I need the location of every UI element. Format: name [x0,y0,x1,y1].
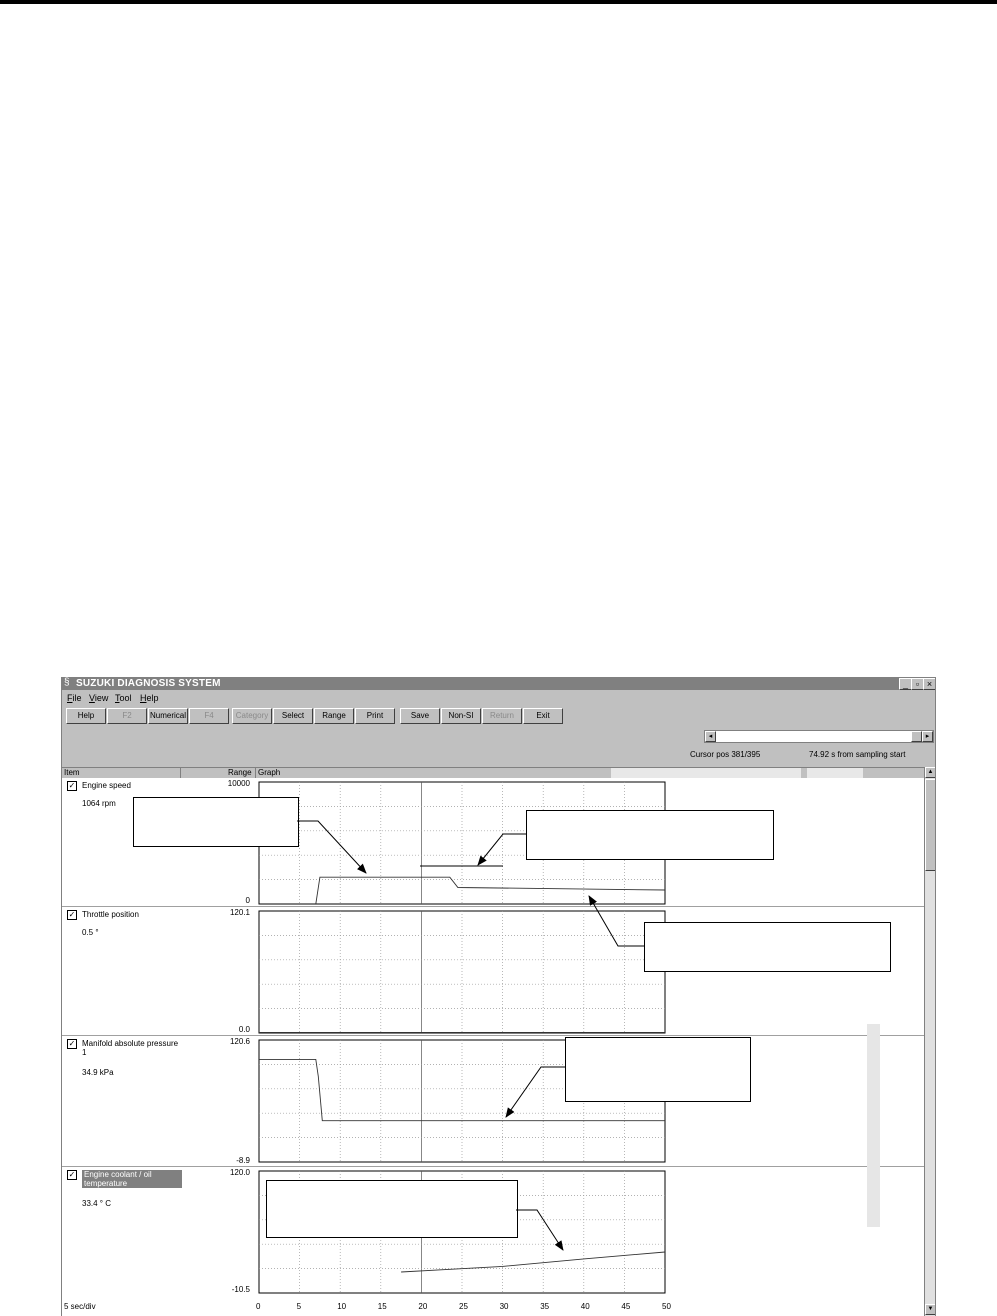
page-top-rule [0,0,997,4]
x-tick-label: 20 [418,1302,428,1311]
callout-box-3 [644,922,891,972]
numerical-button[interactable]: Numerical [148,708,188,724]
graph-throttle-position[interactable] [257,909,669,1035]
item-value: 1064 rpm [82,799,116,808]
minimize-button[interactable]: _ [899,678,912,690]
range-min: 0.0 [238,1025,250,1034]
f2-button[interactable]: F2 [107,708,147,724]
menu-bar [62,691,935,705]
menu-tool[interactable]: Tool [115,693,132,703]
header-blank-1 [611,768,801,778]
time-from-start: 74.92 s from sampling start [809,750,906,759]
item-value: 0.5 ° [82,928,99,937]
time-scale: 5 sec/div [64,1302,96,1311]
header-range[interactable]: Range [228,768,252,777]
return-button[interactable]: Return [482,708,522,724]
callout-box-5 [266,1180,518,1238]
checkbox-manifold-pressure[interactable]: ✓ [68,1039,76,1048]
checkbox-coolant-temperature[interactable]: ✓ [68,1170,76,1179]
item-value: 34.9 kPa [82,1068,114,1077]
help-button[interactable]: Help [66,708,106,724]
item-name: Throttle position [82,910,139,919]
x-tick-label: 0 [256,1302,261,1311]
x-tick-label: 40 [580,1302,590,1311]
scroll-right-icon[interactable]: ▸ [922,731,933,742]
range-max: 120.1 [229,908,250,917]
checkbox-engine-speed[interactable]: ✓ [68,781,76,790]
range-min: -8.9 [236,1156,250,1165]
x-tick-label: 10 [337,1302,347,1311]
scroll-up-icon[interactable]: ▲ [925,767,936,778]
scroll-thumb[interactable] [911,731,922,742]
header-graph[interactable]: Graph [258,768,281,777]
restore-button[interactable]: ▫ [911,678,924,690]
item-name: Engine coolant / oil temperature [82,1170,182,1188]
x-tick-label: 45 [621,1302,631,1311]
toolbar [62,706,935,725]
header-blank-2 [807,768,863,778]
item-name: Engine speed [82,781,131,790]
scroll-left-icon[interactable]: ◂ [705,731,716,742]
x-tick-label: 25 [459,1302,468,1311]
time-axis-bar [62,1296,924,1316]
side-strip [867,1024,880,1227]
vertical-scroll-thumb[interactable] [925,779,936,871]
range-max: 10000 [227,779,250,788]
x-tick-label: 30 [499,1302,509,1311]
cursor-position: Cursor pos 381/395 [690,750,761,759]
checkbox-throttle-position[interactable]: ✓ [68,910,76,919]
menu-file[interactable]: File [67,693,82,703]
x-tick-label: 35 [540,1302,550,1311]
close-button[interactable]: × [923,678,936,690]
item-value: 33.4 ° C [82,1199,111,1208]
range-max: 120.6 [229,1037,250,1046]
callout-box-1 [133,797,299,847]
save-button[interactable]: Save [400,708,440,724]
menu-view[interactable]: View [89,693,109,703]
range-max: 120.0 [229,1168,250,1177]
exit-button[interactable]: Exit [523,708,563,724]
suzuki-logo-icon: § [64,677,70,688]
callout-box-2 [526,810,774,860]
non-si-button[interactable]: Non-SI [441,708,481,724]
title-bar [62,677,935,690]
vertical-scrollbar[interactable] [924,767,936,1316]
range-min: -10.5 [231,1285,250,1294]
f4-button[interactable]: F4 [189,708,229,724]
range-button[interactable]: Range [314,708,354,724]
x-tick-label: 5 [296,1302,302,1311]
range-min: 0 [245,896,250,905]
category-button[interactable]: Category [232,708,272,724]
row-manifold-absolute-pressure [62,1036,924,1167]
select-button[interactable]: Select [273,708,313,724]
scroll-down-icon[interactable]: ▼ [925,1304,936,1315]
time-scrollbar[interactable] [704,730,934,743]
x-tick-label: 50 [662,1302,671,1311]
header-item[interactable]: Item [64,768,80,777]
callout-box-4 [565,1037,751,1102]
x-tick-label: 15 [377,1302,387,1311]
window-title: SUZUKI DIAGNOSIS SYSTEM [76,678,221,689]
item-name: Manifold absolute pressure 1 [82,1039,179,1057]
print-button[interactable]: Print [355,708,395,724]
menu-help[interactable]: Help [140,693,159,703]
